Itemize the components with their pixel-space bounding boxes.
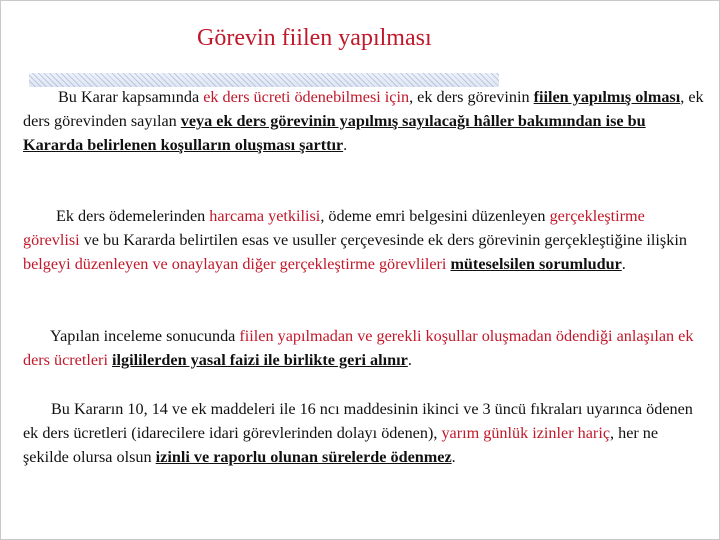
p1-underline-1: fiilen yapılmış olması bbox=[533, 88, 681, 106]
p2-highlight-2: gerçekleştirme görevlisi bbox=[23, 207, 645, 249]
p3-text-1: Yapılan inceleme sonucunda bbox=[50, 327, 240, 345]
p4-text-1: Bu Kararın 10, 14 ve ek maddeleri ile 16 ncı maddesinin ikinci ve 3 üncü fıkraları uyarınca ödenen ek ders ücretleri (idarecilere idari görevlerinden dolayı ödenen), bbox=[23, 400, 693, 442]
p2-underline-1: müteselsilen sorumludur bbox=[450, 255, 622, 273]
p4-text-2: , her ne şekilde olursa olsun bbox=[23, 424, 659, 466]
p1-text-2: , ek ders görevinin bbox=[409, 88, 534, 106]
p4-underline-1: izinli ve raporlu olunan sürelerde ödenmez bbox=[155, 448, 452, 466]
p3-underline-1: ilgililerden yasal faizi ile birlikte geri alınır bbox=[111, 351, 408, 369]
p4-text-3: . bbox=[451, 448, 456, 466]
p2-text-3: ve bu Kararda belirtilen esas ve usuller çerçevesinde ek ders görevinin gerçekleştiğine ilişkin bbox=[79, 231, 687, 249]
paragraph-3 bbox=[23, 324, 705, 372]
p1-text-1: Bu Karar kapsamında bbox=[58, 88, 204, 106]
p2-highlight-3: belgeyi düzenleyen ve onaylayan diğer gerçekleştirme görevlileri bbox=[23, 255, 447, 273]
p3-highlight-1: fiilen yapılmadan ve gerekli koşullar oluşmadan ödendiği anlaşılan ek ders ücretleri bbox=[23, 327, 694, 369]
title-area bbox=[1, 25, 720, 85]
p4-highlight-1: yarım günlük izinler hariç bbox=[441, 424, 610, 442]
slide-title: Görevin fiilen yapılması bbox=[197, 25, 432, 51]
p1-highlight-1: ek ders ücreti ödenebilmesi için bbox=[203, 88, 410, 106]
paragraph-2 bbox=[23, 204, 705, 276]
p2-text-2: , ödeme emri belgesini düzenleyen bbox=[320, 207, 550, 225]
paragraph-1 bbox=[23, 85, 705, 157]
p2-highlight-1: harcama yetkilisi bbox=[209, 207, 321, 225]
p1-text-4: . bbox=[343, 136, 348, 154]
p2-text-1: Ek ders ödemelerinden bbox=[56, 207, 210, 225]
p3-text-3: . bbox=[407, 351, 412, 369]
p1-text-3: , ek ders görevinden sayılan bbox=[23, 88, 704, 130]
p1-underline-2: veya ek ders görevinin yapılmış sayılacağı hâller bakımından ise bu Kararda belirlenen koşulların oluşması şarttır bbox=[23, 112, 646, 154]
p2-text-5: . bbox=[621, 255, 626, 273]
paragraph-4 bbox=[23, 397, 705, 469]
